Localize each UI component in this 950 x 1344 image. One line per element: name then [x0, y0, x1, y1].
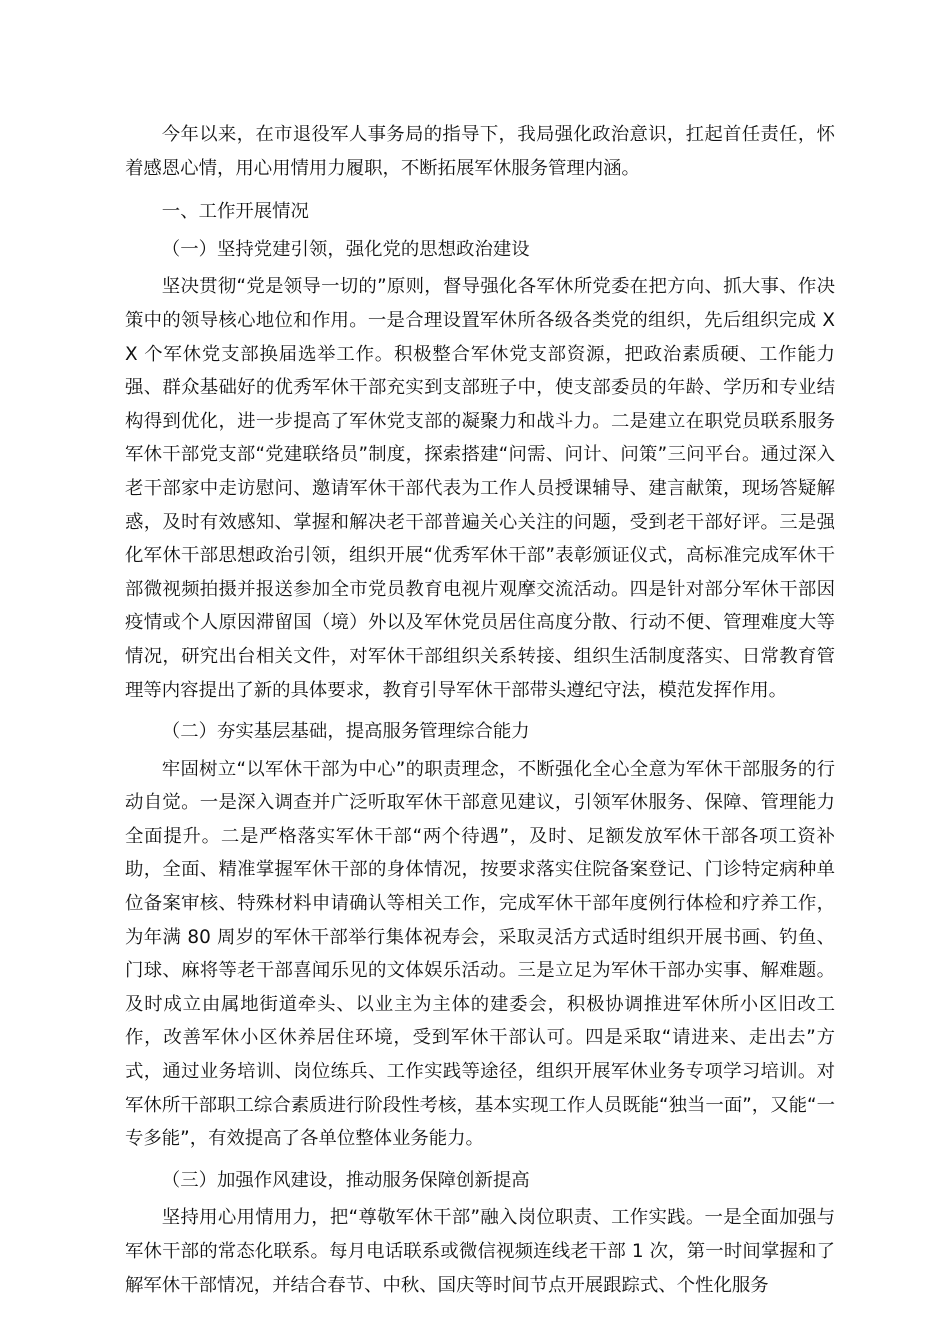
intro-paragraph: 今年以来，在市退役军人事务局的指导下，我局强化政治意识，扛起首任责任，怀着感恩心情，用心用情用力履职，不断拓展军休服务管理内涵。	[125, 124, 835, 179]
subsection-heading-2: （二）夯实基层基础，提高服务管理综合能力	[161, 721, 530, 743]
subsection-body-1: 坚决贯彻“党是领导一切的”原则，督导强化各军休所党委在把方向、抓大事、作决策中的领导核心地位和作用。一是合理设置军休所各级各类党的组织，先后组织完成 XX 个军休党支部换届选举工作。积极整合军休党支部资源，把政治素质硬、工作能力强、群众基础好的优秀军休干部充实到支部班子中，使支部委员的年龄、学历和专业结构得到优化，进一步提高了军休党支部的凝聚力和战斗力。二是建立在职党员联系服务军休干部党支部“党建联络员”制度，探索搭建“问需、问计、问策”三问平台。通过深入老干部家中走访慰问、邀请军休干部代表为工作人员授课辅导、建言献策，现场答疑解惑，及时有效感知、掌握和解决老干部普遍关心关注的问题，受到老干部好评。三是强化军休干部思想政治引领，组织开展“优秀军休干部”表彰颁证仪式，高标准完成军休干部微视频拍摄并报送参加全市党员教育电视片观摩交流活动。四是针对部分军休干部因疫情或个人原因滞留国（境）外以及军休党员居住高度分散、行动不便、管理难度大等情况，研究出台相关文件，对军休干部组织关系转接、组织生活制度落实、日常教育管理等内容提出了新的具体要求，教育引导军休干部带头遵纪守法，模范发挥作用。	[125, 276, 835, 701]
subsection-heading-1: （一）坚持党建引领，强化党的思想政治建设	[161, 238, 530, 260]
subsection-body-2: 牢固树立“以军休干部为中心”的职责理念，不断强化全心全意为军休干部服务的行动自觉。一是深入调查并广泛听取军休干部意见建议，引领军休服务、保障、管理能力全面提升。二是严格落实军休干部“两个待遇”，及时、足额发放军休干部各项工资补助，全面、精准掌握军休干部的身体情况，按要求落实住院备案登记、门诊特定病种单位备案审核、特殊材料申请确认等相关工作，完成军休干部年度例行体检和疗养工作，为年满 80 周岁的军休干部举行集体祝寿会，采取灵活方式适时组织开展书画、钓鱼、门球、麻将等老干部喜闻乐见的文体娱乐活动。三是立足为军休干部办实事、解难题。及时成立由属地街道牵头、以业主为主体的建委会，积极协调推进军休所小区旧改工作，改善军休小区休养居住环境，受到军休干部认可。四是采取“请进来、走出去”方式，通过业务培训、岗位练兵、工作实践等途径，组织开展军休业务专项学习培训。对军休所干部职工综合素质进行阶段性考核，基本实现工作人员既能“独当一面”，又能“一专多能”，有效提高了各单位整体业务能力。	[125, 758, 835, 1150]
subsection-heading-3: （三）加强作风建设，推动服务保障创新提高	[161, 1169, 530, 1191]
document-body	[125, 118, 835, 1310]
section-title: 一、工作开展情况	[161, 201, 309, 223]
subsection-body-3: 坚持用心用情用力，把“尊敬军休干部”融入岗位职责、工作实践。一是全面加强与军休干部的常态化联系。每月电话联系或微信视频连线老干部 1 次，第一时间掌握和了解军休干部情况，并结合春节、中秋、国庆等时间节点开展跟踪式、个性化服务	[125, 1207, 835, 1296]
